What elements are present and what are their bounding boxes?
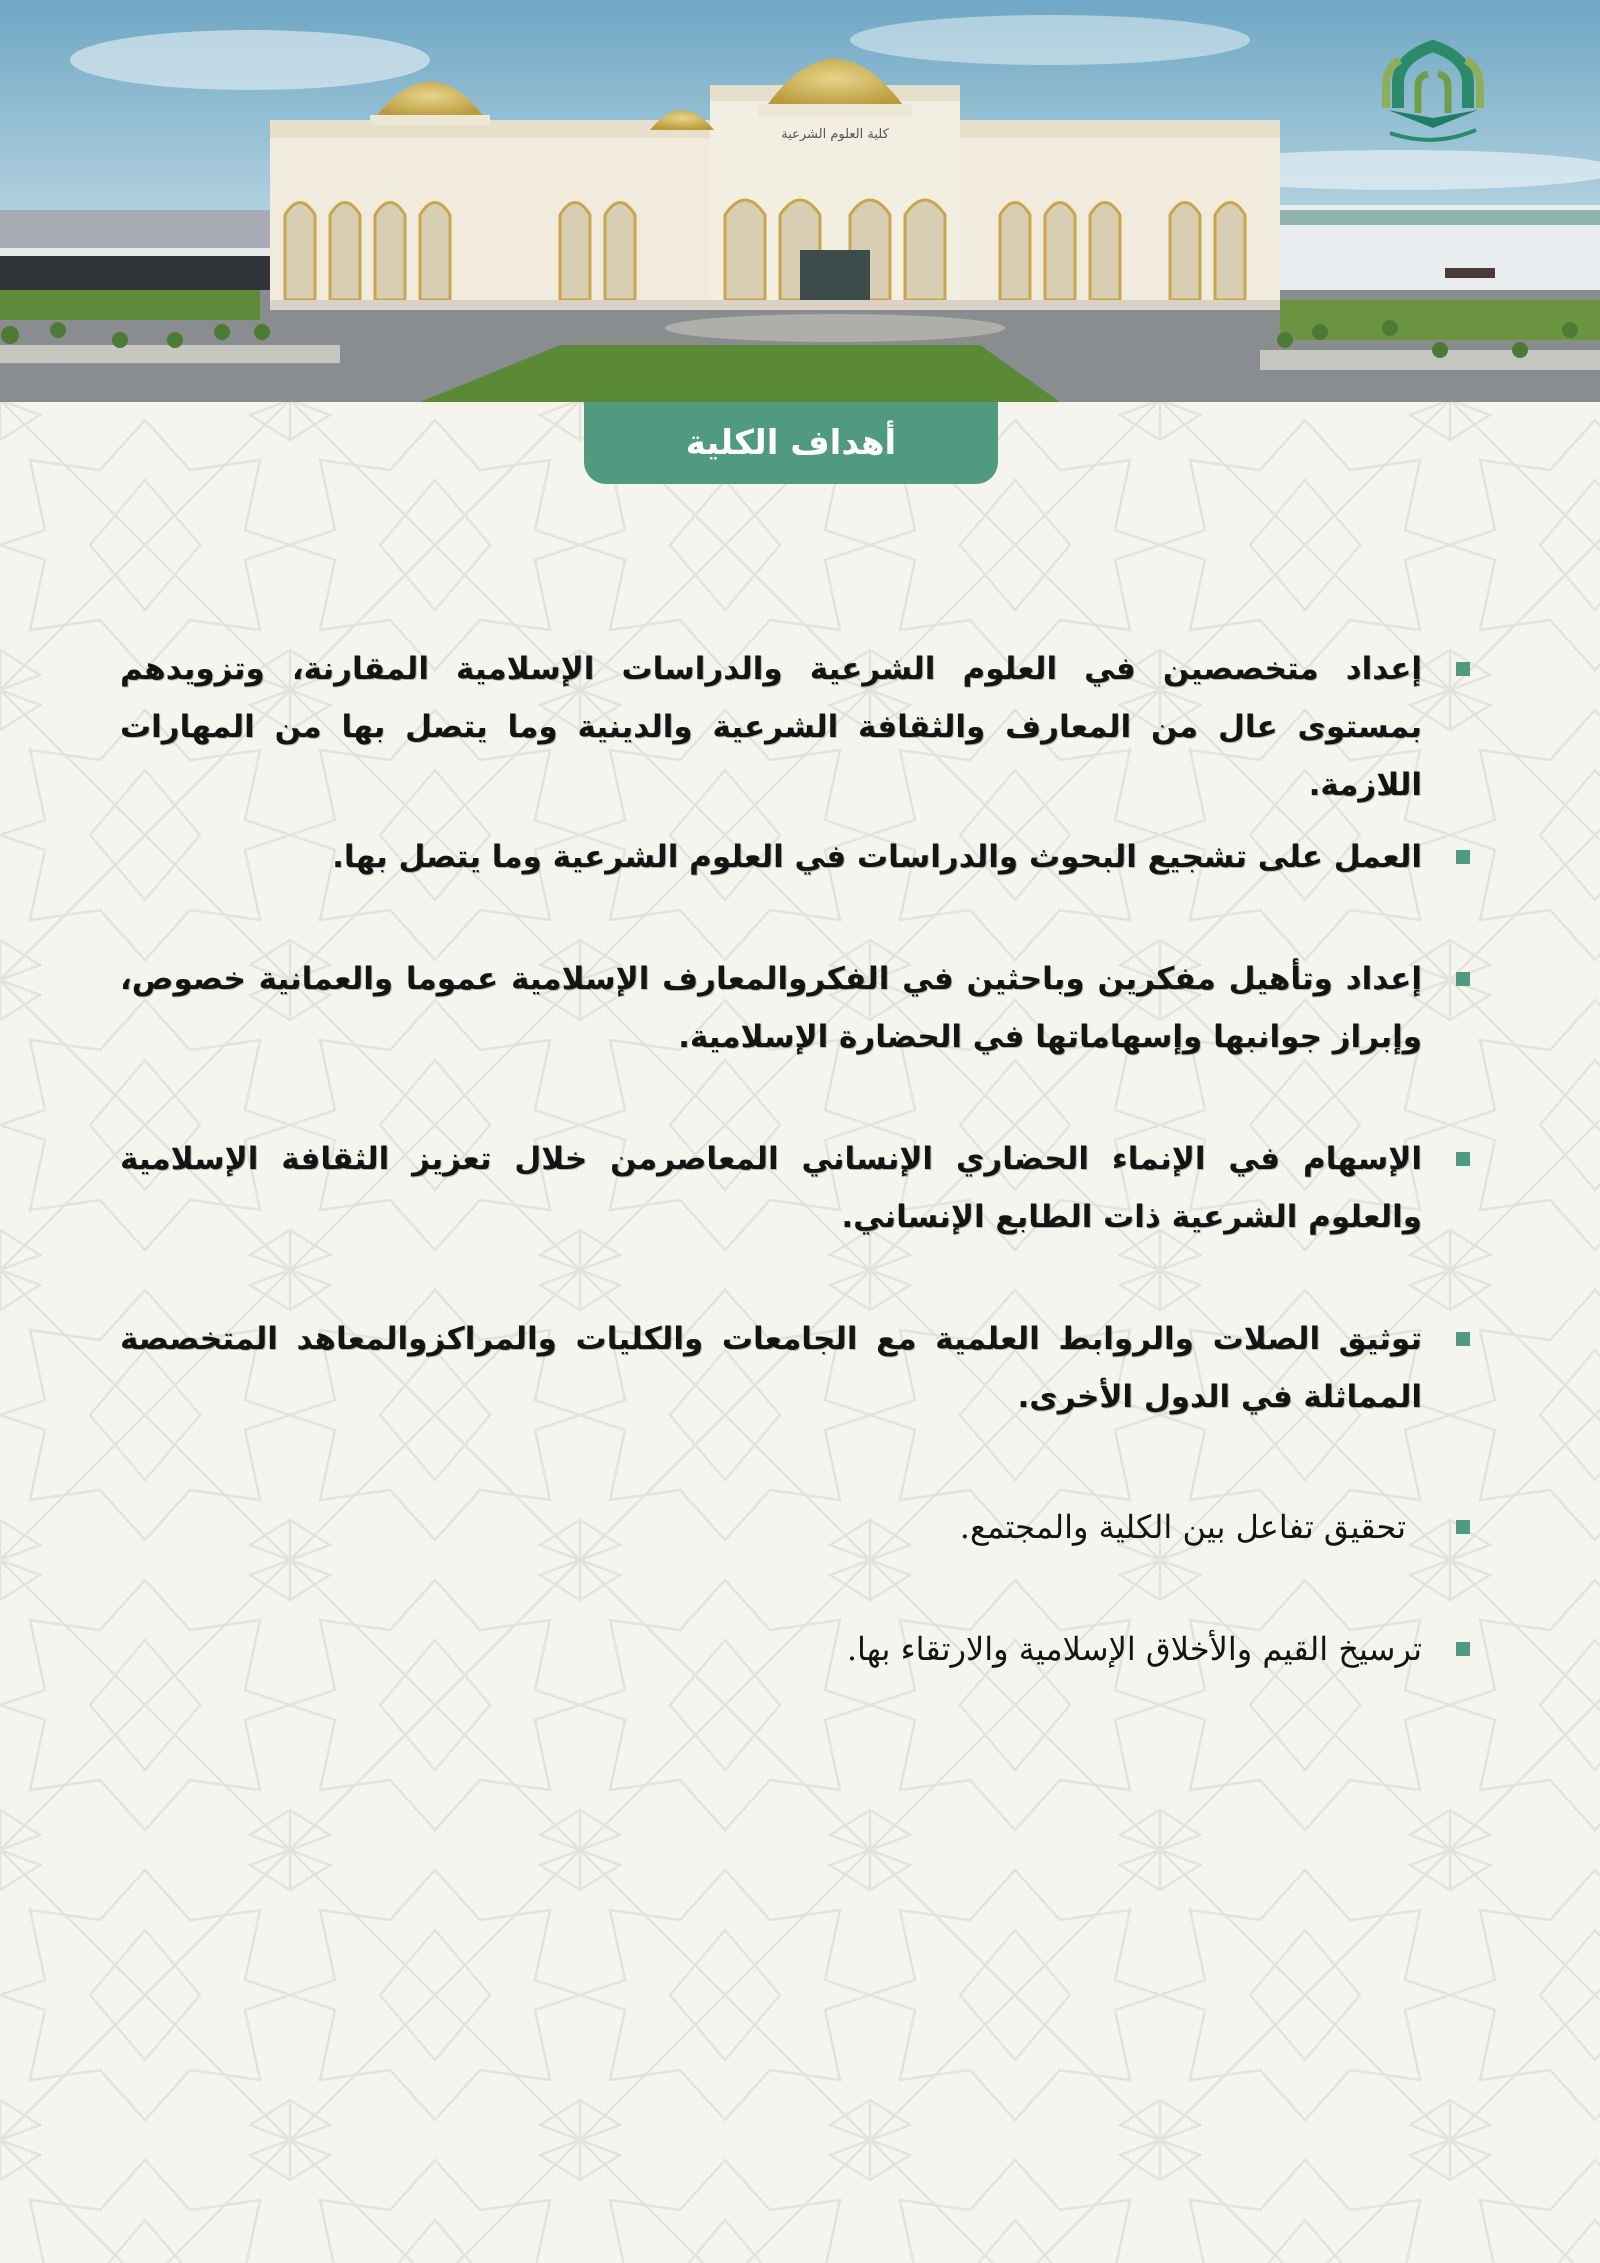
square-bullet-icon: [1456, 1152, 1470, 1166]
page-title: أهداف الكلية: [685, 423, 897, 463]
goal-item: [120, 640, 1470, 814]
goal-item: [120, 1130, 1470, 1246]
square-bullet-icon: [1456, 1332, 1470, 1346]
college-logo: [1378, 38, 1488, 148]
building-sign: كلية العلوم الشرعية: [781, 127, 889, 142]
goal-text: إعداد متخصصين في العلوم الشرعية والدراسات الإسلامية المقارنة، وتزويدهم بمستوى عال من المعارف والثقافة الشرعية والدينية وما يتصل بها من المهارات اللازمة.: [120, 651, 1422, 803]
square-bullet-icon: [1456, 662, 1470, 676]
goal-item: [120, 1620, 1470, 1678]
goal-item: [120, 1498, 1470, 1556]
goal-text: تحقيق تفاعل بين الكلية والمجتمع.: [959, 1508, 1406, 1546]
goal-text: ترسيخ القيم والأخلاق الإسلامية والارتقاء بها.: [846, 1630, 1422, 1668]
goal-text: العمل على تشجيع البحوث والدراسات في العلوم الشرعية وما يتصل بها.: [332, 839, 1422, 875]
goal-item: [120, 1310, 1470, 1426]
goal-text: إعداد وتأهيل مفكرين وباحثين في الفكروالمعارف الإسلامية عموما والعمانية خصوص، وإبراز جوانبها وإسهاماتها في الحضارة الإسلامية.: [120, 961, 1422, 1055]
square-bullet-icon: [1456, 1642, 1470, 1656]
section-title-tab: [584, 402, 998, 484]
square-bullet-icon: [1456, 972, 1470, 986]
goal-text: الإسهام في الإنماء الحضاري الإنساني المعاصرمن خلال تعزيز الثقافة الإسلامية والعلوم الشرعية ذات الطابع الإنساني.: [120, 1141, 1422, 1235]
campus-photo: [0, 0, 1600, 402]
square-bullet-icon: [1456, 850, 1470, 864]
square-bullet-icon: [1456, 1520, 1470, 1534]
goal-item: [120, 950, 1470, 1066]
goal-item: [120, 828, 1470, 886]
goal-text: توثيق الصلات والروابط العلمية مع الجامعات والكليات والمراكزوالمعاهد المتخصصة المماثلة في الدول الأخرى.: [120, 1321, 1422, 1415]
